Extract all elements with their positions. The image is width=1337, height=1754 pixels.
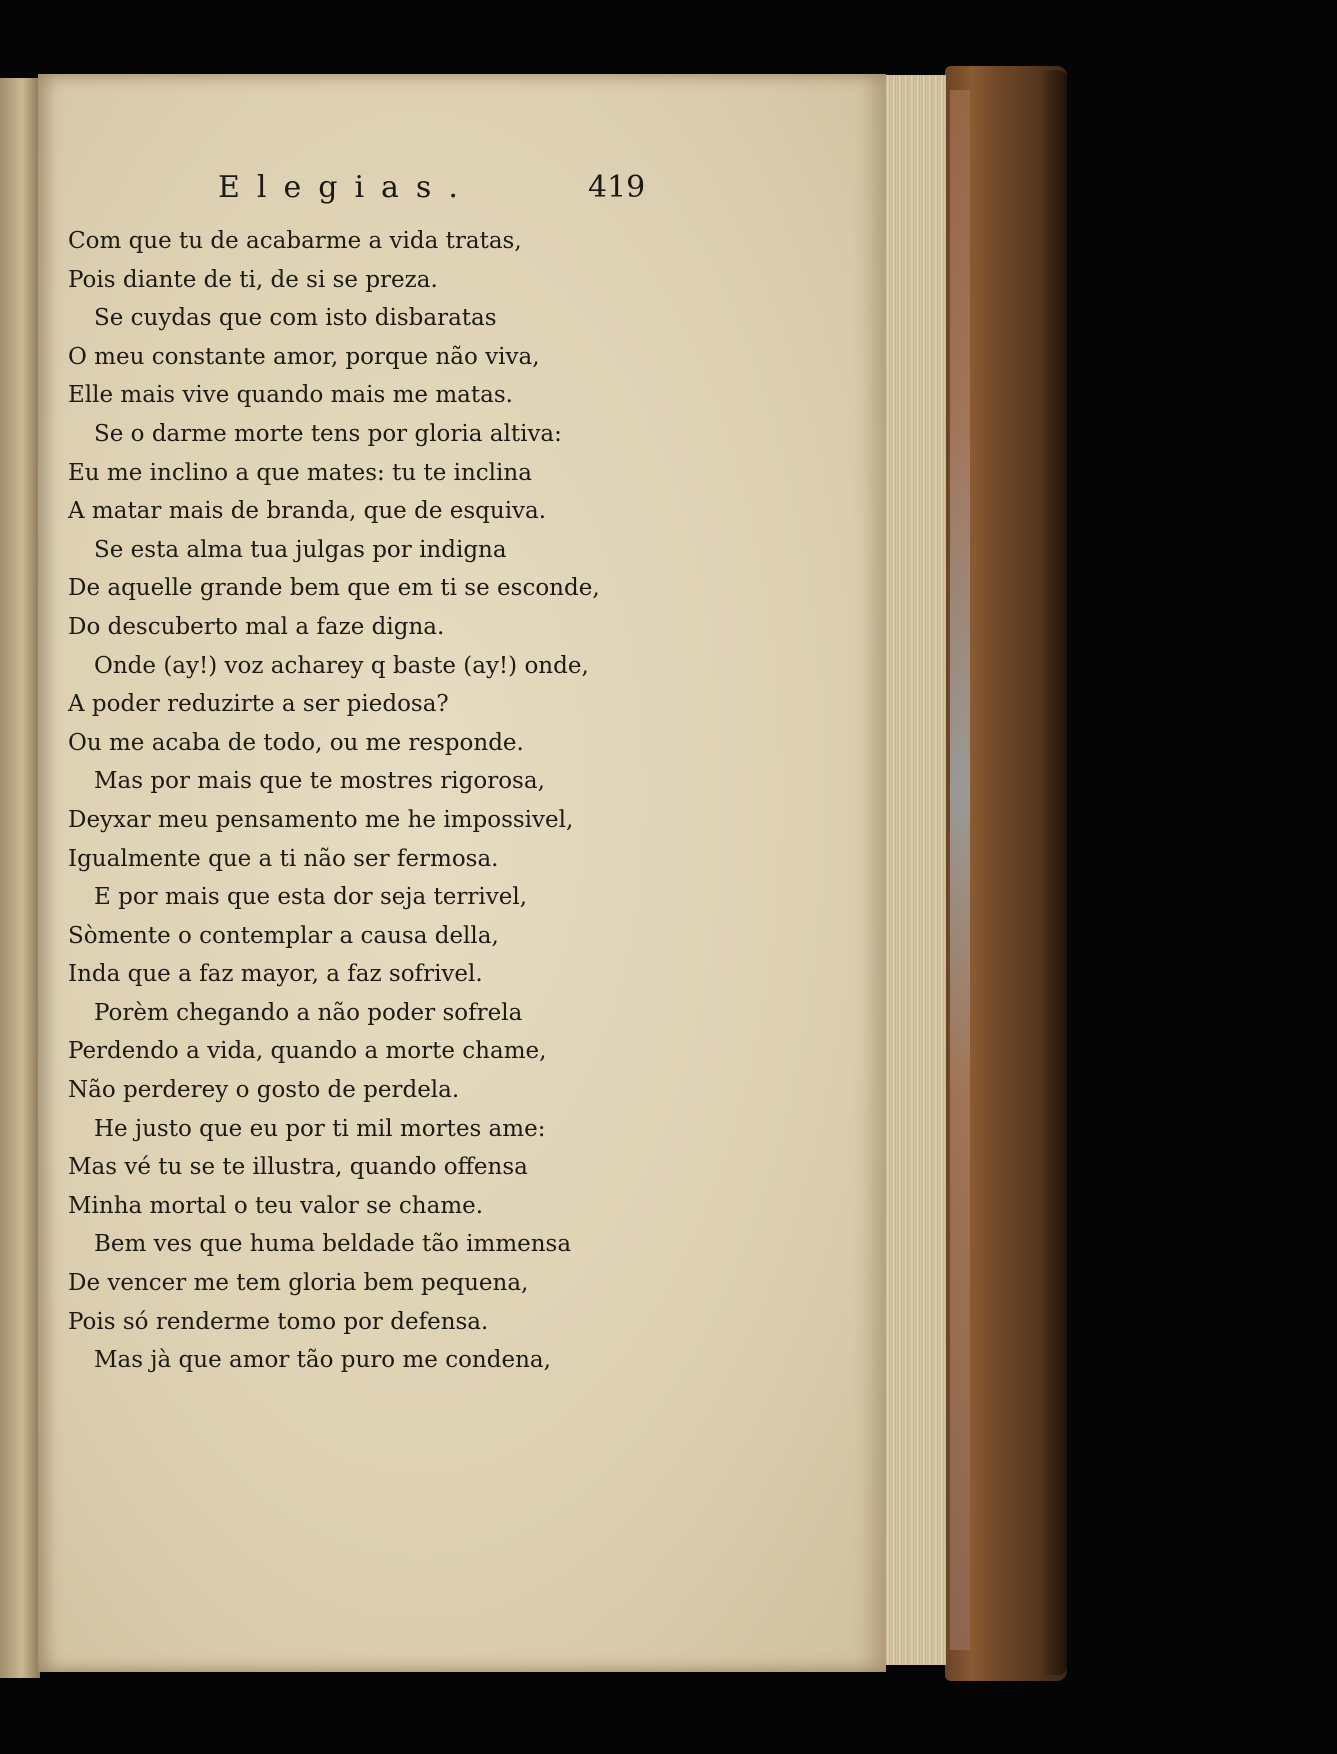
verse-line: Ou me acaba de todo, ou me responde. — [68, 729, 524, 756]
verse-line: Elle mais vive quando mais me matas. — [68, 382, 513, 409]
verse-line: Se esta alma tua julgas por indigna — [94, 536, 507, 563]
verse-line: A poder reduzirte a ser piedosa? — [68, 691, 449, 718]
running-head: Elegias. — [218, 170, 475, 205]
previous-page-edge — [0, 78, 40, 1678]
verse-line: Sòmente o contemplar a causa della, — [68, 922, 499, 949]
verse-line: Mas por mais que te mostres rigorosa, — [94, 768, 545, 795]
colored-page-edge — [950, 90, 970, 1650]
verse-line: Com que tu de acabarme a vida tratas, — [68, 228, 522, 254]
book-page — [38, 74, 886, 1672]
page-number: 419 — [588, 170, 646, 205]
verse-line: Mas vé tu se te illustra, quando offensa — [68, 1154, 528, 1181]
verse-line: Onde (ay!) voz acharey q baste (ay!) onde, — [94, 652, 589, 679]
cover-shadow — [1040, 70, 1068, 1675]
verse-line: De vencer me tem gloria bem pequena, — [68, 1270, 529, 1297]
verse-line: Eu me inclino a que mates: tu te inclina — [68, 459, 532, 486]
verse-line: De aquelle grande bem que em ti se esconde, — [68, 575, 600, 602]
verse-text — [68, 222, 678, 1380]
verse-line: Inda que a faz mayor, a faz sofrivel. — [68, 961, 483, 988]
verse-line: Se cuydas que com isto disbaratas — [94, 305, 497, 332]
verse-line: O meu constante amor, porque não viva, — [68, 343, 540, 370]
verse-line: Bem ves que huma beldade tão immensa — [94, 1231, 572, 1258]
verse-line: Deyxar meu pensamento me he impossivel, — [68, 806, 574, 833]
verse-line: He justo que eu por ti mil mortes ame: — [94, 1115, 546, 1142]
verse-line: Minha mortal o teu valor se chame. — [68, 1192, 484, 1219]
verse-line: Pois diante de ti, de si se preza. — [68, 266, 438, 293]
verse-line: Porèm chegando a não poder sofrela — [94, 999, 523, 1026]
verse-line: Não perderey o gosto de perdela. — [68, 1077, 460, 1104]
verse-line: Mas jà que amor tão puro me condena, — [94, 1347, 551, 1374]
page-header — [38, 170, 886, 220]
verse-line: Do descuberto mal a faze digna. — [68, 613, 445, 640]
verse-line: Pois só renderme tomo por defensa. — [68, 1308, 489, 1335]
verse-line: E por mais que esta dor seja terrivel, — [94, 884, 528, 911]
verse-line: A matar mais de branda, que de esquiva. — [68, 498, 547, 525]
verse-line: Igualmente que a ti não ser fermosa. — [68, 845, 499, 872]
page-block-edges — [878, 75, 946, 1665]
verse-line: Se o darme morte tens por gloria altiva: — [94, 420, 562, 447]
verse-line: Perdendo a vida, quando a morte chame, — [68, 1038, 547, 1065]
